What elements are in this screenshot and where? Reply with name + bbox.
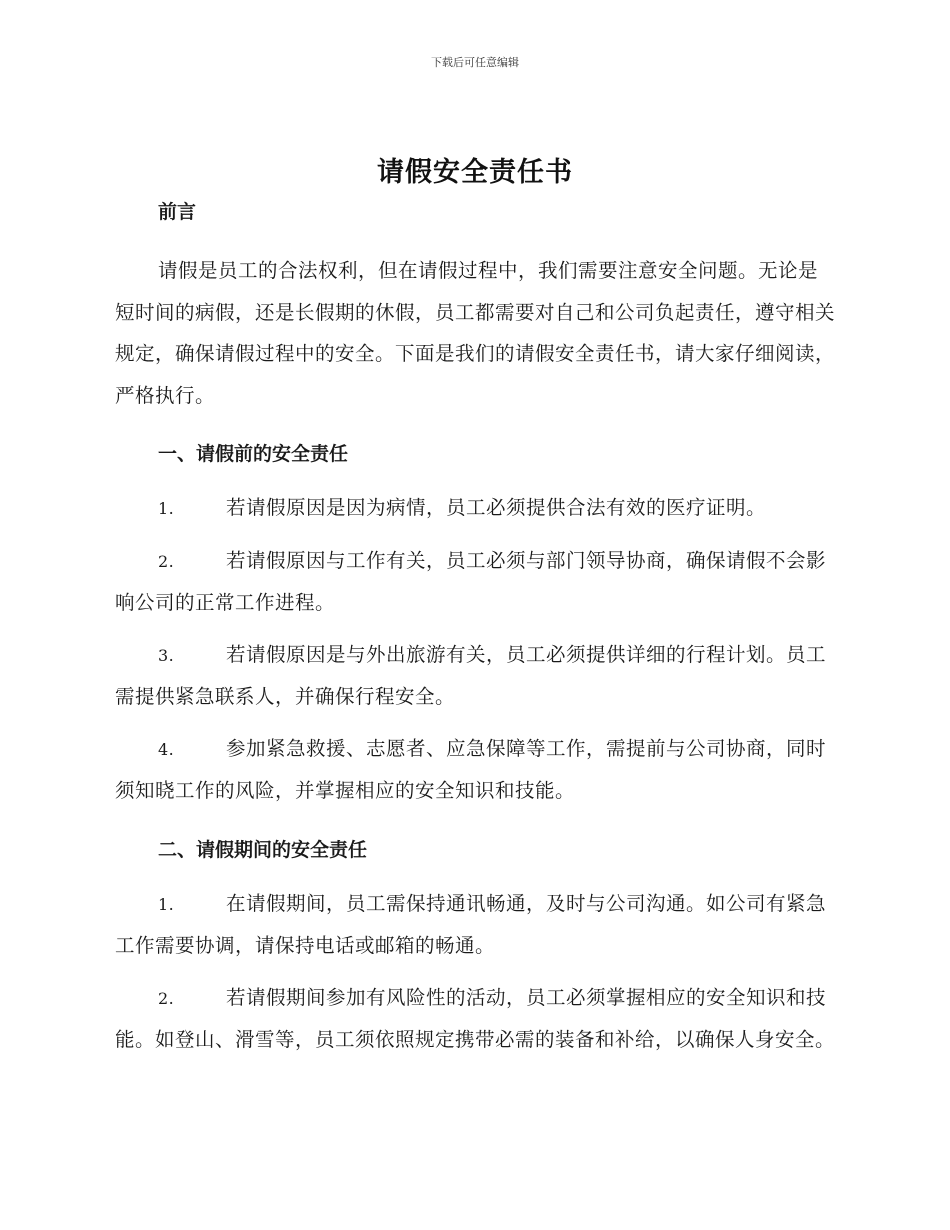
item-number: 2. [158,988,175,1008]
page-header-note: 下载后可任意编辑 [431,56,519,69]
item-number: 2. [158,551,175,571]
list-item [115,540,835,624]
item-number: 3. [158,645,175,665]
item-text: 若请假原因与工作有关，员工必须与部门领导协商，确保请假不会影响公司的正常工作进程。 [115,548,827,614]
item-text: 参加紧急救援、志愿者、应急保障等工作，需提前与公司协商，同时须知晓工作的风险，并掌握相应的安全知识和技能。 [115,736,827,802]
list-item [115,487,835,530]
document-title: 请假安全责任书 [377,157,573,188]
item-text: 若请假期间参加有风险性的活动，员工必须掌握相应的安全知识和技能。如登山、滑雪等，员工须依照规定携带必需的装备和补给，以确保人身安全。 [115,985,836,1051]
document-body [115,193,835,1061]
preface-heading: 前言 [158,201,197,223]
item-text: 若请假原因是因为病情，员工必须提供合法有效的医疗证明。 [226,496,767,519]
list-item [115,883,835,967]
list-item [115,634,835,718]
item-text: 在请假期间，员工需保持通讯畅通，及时与公司沟通。如公司有紧急工作需要协调，请保持电话或邮箱的畅通。 [115,891,827,957]
preface-paragraph: 请假是员工的合法权利，但在请假过程中，我们需要注意安全问题。无论是短时间的病假，还是长假期的休假，员工都需要对自己和公司负起责任，遵守相关规定，确保请假过程中的安全。下面是我们的请假安全责任书，请大家仔细阅读，严格执行。 [115,259,836,407]
section-heading-during-leave: 二、请假期间的安全责任 [158,838,368,861]
item-text: 若请假原因是与外出旅游有关，员工必须提供详细的行程计划。员工需提供紧急联系人，并确保行程安全。 [115,642,827,708]
list-item [115,728,835,812]
item-number: 1. [158,894,175,914]
item-number: 4. [158,739,175,759]
list-item [115,977,835,1061]
section-heading-before-leave: 一、请假前的安全责任 [158,443,349,465]
item-number: 1. [158,499,175,518]
